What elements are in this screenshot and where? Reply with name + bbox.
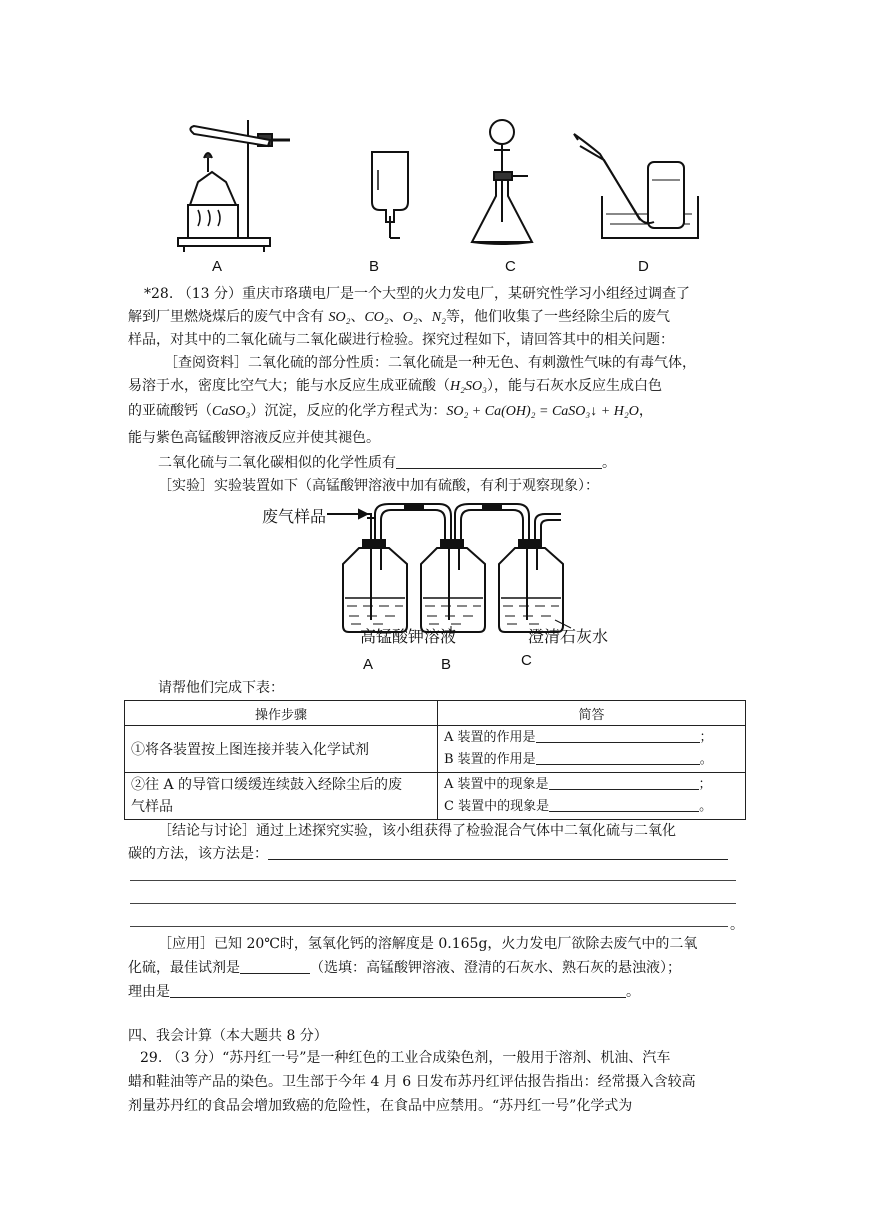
table-row: [125, 773, 746, 820]
reference-line3: 的亚硫酸钙（CaSO₃）沉淀，反应的化学方程式为：SO₂ + Ca(OH)₂ = CaSO₃↓ + H₂O，: [128, 403, 653, 419]
row1-answer: A 装置的作用是 ； B 装置的作用是 。: [438, 726, 746, 773]
answer-rule[interactable]: [130, 926, 728, 927]
apparatus-a-drawing: [178, 120, 290, 252]
best-reagent-blank[interactable]: [240, 959, 310, 974]
gas-o2: O₂: [402, 310, 418, 325]
q28-intro-line3: 样品，对其中的二氧化硫与二氧化碳进行检验。探究过程如下，请回答其中的相关问题：: [128, 332, 674, 348]
apparatus-label-d: D: [638, 258, 649, 275]
conclusion-blank[interactable]: [268, 845, 728, 860]
section4-title: 四、我会计算（本大题共 8 分）: [128, 1028, 328, 1044]
bottle-label-c: C: [521, 652, 532, 669]
apparatus-c-drawing: [472, 120, 532, 244]
q29-line1: 29. （3 分）“苏丹红一号”是一种红色的工业合成染色剂，一般用于溶剂、机油、汽车: [140, 1050, 671, 1066]
kmno4-solution-label: 高锰酸钾溶液: [360, 629, 457, 646]
apparatus-label-a: A: [212, 258, 223, 275]
gas-so2: SO₂: [328, 310, 351, 325]
table-intro: 请帮他们完成下表：: [158, 680, 284, 696]
apparatus-label-c: C: [505, 258, 516, 275]
header-answers: 简答: [438, 701, 746, 726]
conclusion-line1: ［结论与讨论］通过上述探究实验，该小组获得了检验混合气体中二氧化硫与二氧化: [158, 823, 676, 839]
gas-n2: N₂: [431, 310, 446, 325]
q29-line2: 蜡和鞋油等产品的染色。卫生部于今年 4 月 6 日发布苏丹红评估报告指出：经常摄入含较高: [128, 1074, 696, 1090]
apparatus-b-drawing: [372, 152, 408, 238]
reference-line1: ［查阅资料］二氧化硫的部分性质：二氧化硫是一种无色、有刺激性气味的有毒气体，: [164, 355, 696, 371]
bottle-label-a: A: [363, 656, 374, 673]
q29-line3: 剂量苏丹红的食品会增加致癌的危险性，在食品中应禁用。“苏丹红一号”化学式为: [128, 1098, 633, 1114]
table-header-row: [125, 701, 746, 726]
apparatus-d-drawing: [574, 134, 698, 238]
c-phenomenon-blank[interactable]: [549, 797, 699, 812]
answer-rule[interactable]: [130, 880, 736, 881]
row2-answer: A 装置中的现象是 ； C 装置中的现象是 。: [438, 773, 746, 820]
header-steps: 操作步骤: [125, 701, 438, 726]
apparatus-label-b: B: [369, 258, 380, 275]
gas-sample-label: 废气样品: [262, 509, 327, 526]
gas-co2: CO₂: [364, 310, 389, 325]
reason-blank[interactable]: [170, 983, 626, 998]
a-phenomenon-blank[interactable]: [549, 775, 699, 790]
a-function-blank[interactable]: [536, 728, 700, 743]
row1-step: ①将各装置按上图连接并装入化学试剂: [125, 726, 438, 773]
reference-line2: 易溶于水，密度比空气大；能与水反应生成亚硫酸（H₂SO₃），能与石灰水反应生成白色: [128, 378, 662, 394]
similar-property-question: 二氧化硫与二氧化碳相似的化学性质有 。: [158, 455, 616, 471]
limewater-label: 澄清石灰水: [528, 629, 609, 646]
table-row: [125, 726, 746, 773]
row2-step: ②往 A 的导管口缓缓连续鼓入经除尘后的废 气样品: [125, 773, 438, 820]
bottle-label-b: B: [441, 656, 452, 673]
b-function-blank[interactable]: [536, 750, 700, 765]
answer-table: [124, 700, 746, 820]
answer-rule[interactable]: [130, 903, 736, 904]
q28-intro-line2: 解到厂里燃烧煤后的废气中含有 SO₂、CO₂、O₂、N₂等，他们收集了一些经除尘后的废气: [128, 309, 670, 325]
application-line3: 理由是 。: [128, 984, 640, 1000]
top-apparatus-figure: [160, 110, 720, 280]
application-line2: 化硫，最佳试剂是 （选填：高锰酸钾溶液、澄清的石灰水、熟石灰的悬浊液）；: [128, 960, 681, 976]
experiment-line: ［实验］实验装置如下（高锰酸钾溶液中加有硫酸，有利于观察现象）：: [158, 478, 599, 494]
conclusion-line2: 碳的方法，该方法是：: [128, 843, 740, 865]
reaction-equation: SO₂ + Ca(OH)₂ = CaSO₃↓ + H₂O: [446, 404, 639, 419]
similar-property-blank[interactable]: [396, 454, 602, 469]
reference-line4: 能与紫色高锰酸钾溶液反应并使其褪色。: [128, 430, 380, 446]
conclusion-period: 。: [730, 917, 744, 933]
application-line1: ［应用］已知 20℃时，氢氧化钙的溶解度是 0.165g，火力发电厂欲除去废气中的二氧: [158, 936, 698, 952]
q28-intro-line1: *28. （13 分）重庆市珞璜电厂是一个大型的火力发电厂，某研究性学习小组经过调查了: [144, 286, 690, 302]
